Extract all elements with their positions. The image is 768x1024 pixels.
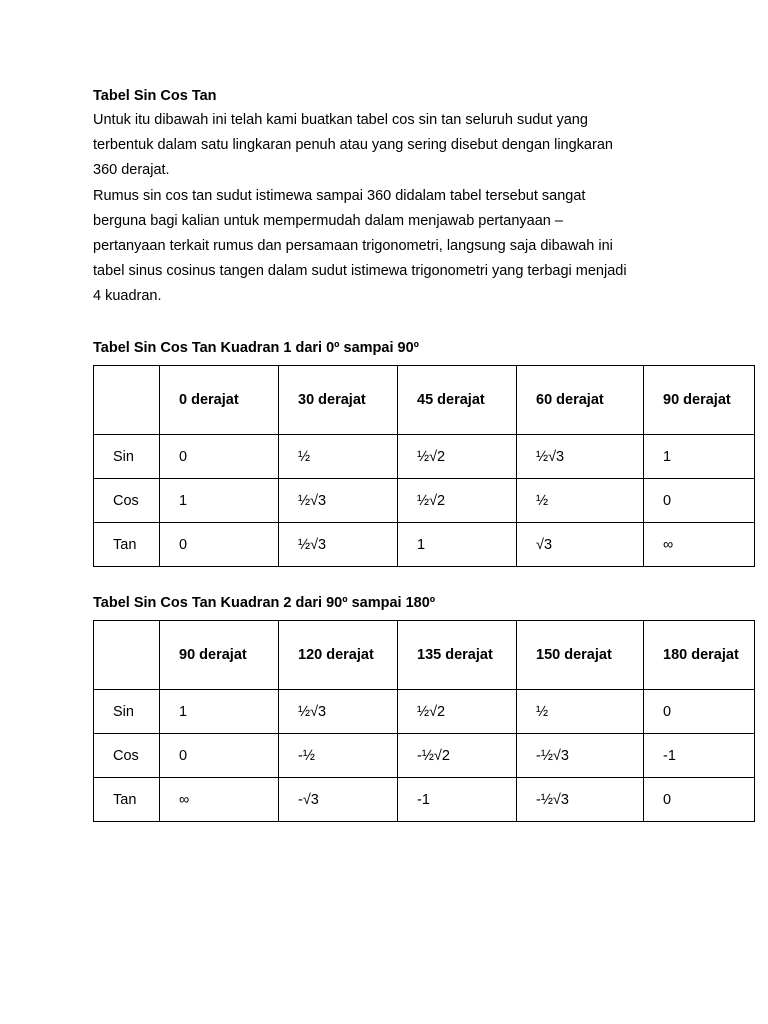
table-cell: ½√3 xyxy=(279,479,398,523)
paragraph-line: Untuk itu dibawah ini telah kami buatkan tabel cos sin tan seluruh sudut yang xyxy=(93,112,588,128)
paragraph-line: 4 kuadran. xyxy=(93,288,162,305)
table-2-caption: Tabel Sin Cos Tan Kuadran 2 dari 90º sampai 180º xyxy=(93,595,436,611)
table-cell: ½ xyxy=(279,435,398,479)
table-cell: ½√3 xyxy=(279,690,398,734)
table-cell: -√3 xyxy=(279,778,398,822)
header-cell: 135 derajat xyxy=(398,621,517,690)
table-cell: -1 xyxy=(644,734,755,778)
header-cell: 150 derajat xyxy=(517,621,644,690)
table-cell: -½ xyxy=(279,734,398,778)
paragraph-line: Rumus sin cos tan sudut istimewa sampai 360 didalam tabel tersebut sangat xyxy=(93,187,586,204)
table-cell: ½ xyxy=(517,479,644,523)
header-cell: 90 derajat xyxy=(160,621,279,690)
paragraph-line: 360 derajat. xyxy=(93,162,170,179)
table-cell: √3 xyxy=(517,523,644,567)
table-row xyxy=(94,690,755,734)
table-cell: 1 xyxy=(644,435,755,479)
intro-paragraph xyxy=(93,108,693,310)
table-row xyxy=(94,734,755,778)
table-cell: 0 xyxy=(160,435,279,479)
table-cell: ∞ xyxy=(160,778,279,822)
table-cell: -½√2 xyxy=(398,734,517,778)
row-label: Tan xyxy=(94,778,160,822)
table-row xyxy=(94,479,755,523)
row-label: Cos xyxy=(94,734,160,778)
row-label: Sin xyxy=(94,435,160,479)
table-cell: ½√2 xyxy=(398,479,517,523)
table-cell: ½√3 xyxy=(279,523,398,567)
header-cell xyxy=(94,366,160,435)
header-cell: 45 derajat xyxy=(398,366,517,435)
paragraph-line: tabel sinus cosinus tangen dalam sudut istimewa trigonometri yang terbagi menjadi xyxy=(93,263,627,280)
table-row xyxy=(94,523,755,567)
table-cell: -½√3 xyxy=(517,778,644,822)
table-quadrant-1 xyxy=(93,365,755,567)
table-header-row xyxy=(94,366,755,435)
table-cell: ½ xyxy=(517,690,644,734)
row-label: Cos xyxy=(94,479,160,523)
table-cell: -½√3 xyxy=(517,734,644,778)
table-cell: 1 xyxy=(160,479,279,523)
paragraph-line: terbentuk dalam satu lingkaran penuh atau yang sering disebut dengan lingkaran xyxy=(93,137,613,154)
table-cell: 0 xyxy=(644,690,755,734)
table-cell: 1 xyxy=(160,690,279,734)
row-label: Sin xyxy=(94,690,160,734)
row-label: Tan xyxy=(94,523,160,567)
table-row xyxy=(94,778,755,822)
table-cell: ½√2 xyxy=(398,435,517,479)
table-header-row xyxy=(94,621,755,690)
table-1-caption: Tabel Sin Cos Tan Kuadran 1 dari 0º sampai 90º xyxy=(93,340,419,356)
paragraph-line: berguna bagi kalian untuk mempermudah dalam menjawab pertanyaan – xyxy=(93,212,563,229)
header-cell: 30 derajat xyxy=(279,366,398,435)
table-cell: ∞ xyxy=(644,523,755,567)
header-cell: 60 derajat xyxy=(517,366,644,435)
header-cell: 120 derajat xyxy=(279,621,398,690)
document-title: Tabel Sin Cos Tan xyxy=(93,88,217,104)
table-cell: 0 xyxy=(160,734,279,778)
table-cell: ½√3 xyxy=(517,435,644,479)
table-cell: ½√2 xyxy=(398,690,517,734)
table-cell: 1 xyxy=(398,523,517,567)
header-cell: 90 derajat xyxy=(644,366,755,435)
paragraph-line: pertanyaan terkait rumus dan persamaan trigonometri, langsung saja dibawah ini xyxy=(93,238,613,255)
header-cell: 180 derajat xyxy=(644,621,755,690)
table-cell: -1 xyxy=(398,778,517,822)
table-cell: 0 xyxy=(644,479,755,523)
table-row xyxy=(94,435,755,479)
header-cell xyxy=(94,621,160,690)
table-cell: 0 xyxy=(160,523,279,567)
table-quadrant-2 xyxy=(93,620,755,822)
header-cell: 0 derajat xyxy=(160,366,279,435)
table-cell: 0 xyxy=(644,778,755,822)
